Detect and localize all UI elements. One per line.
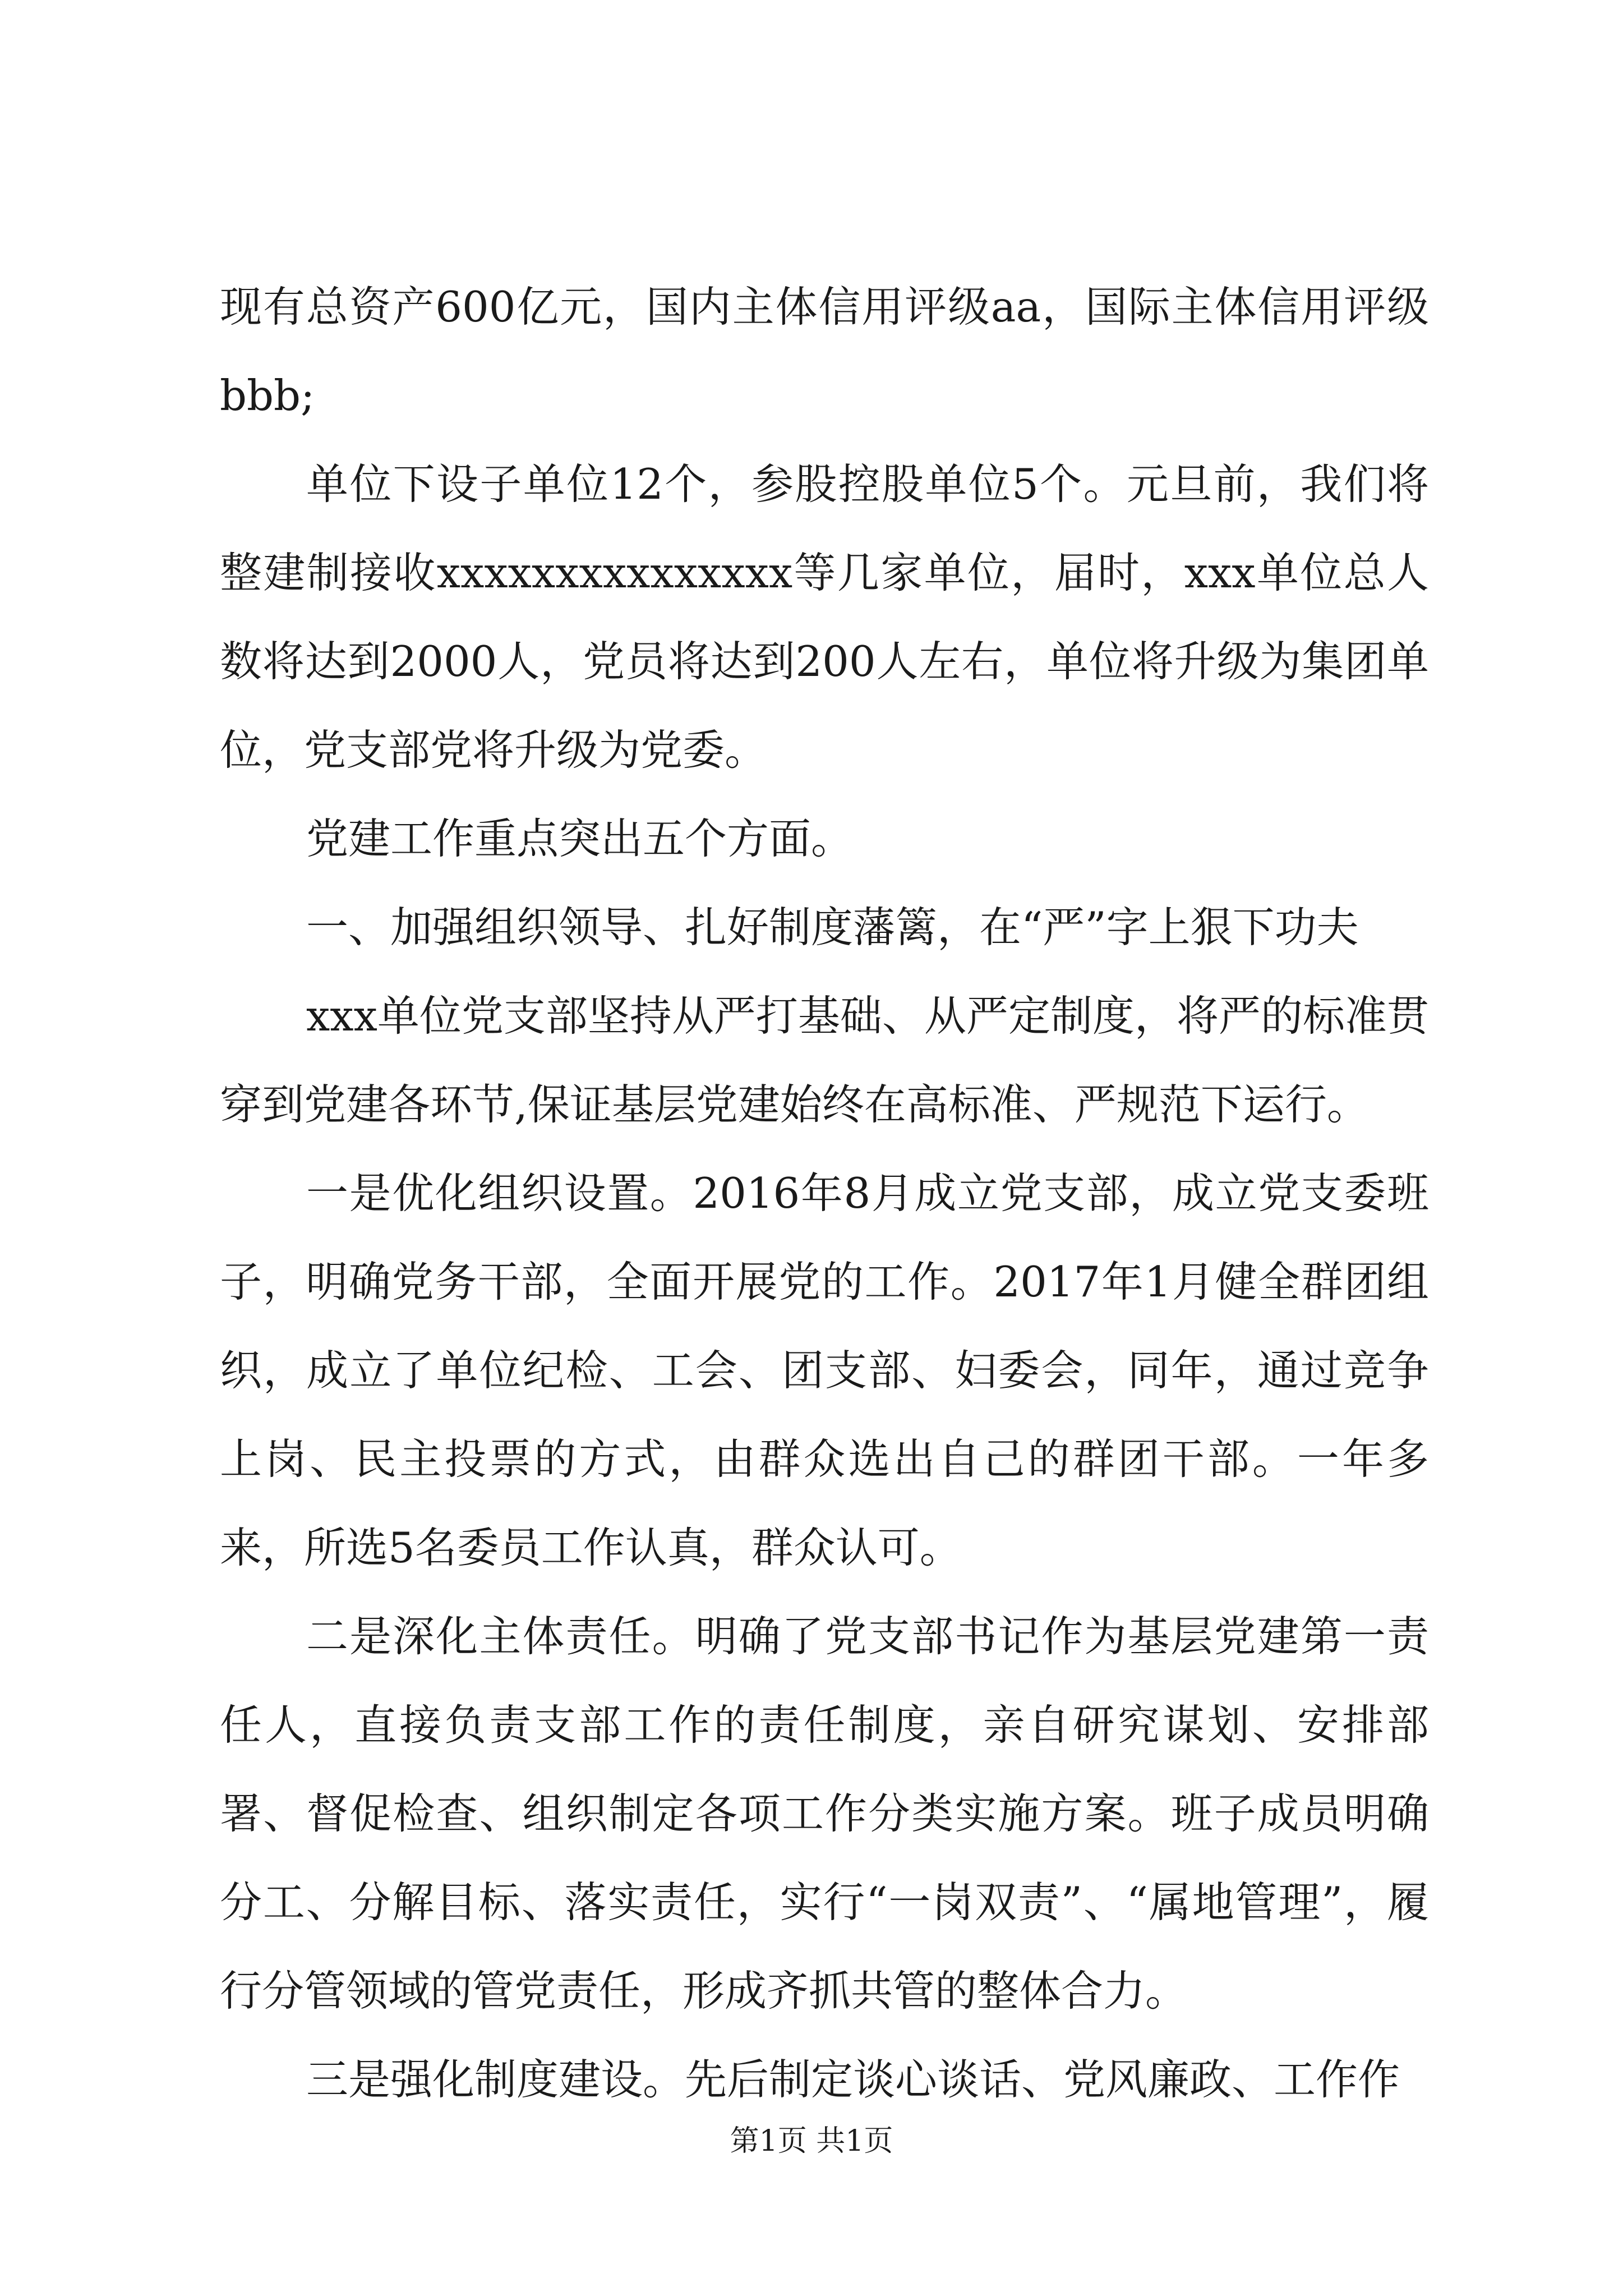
paragraph-organization-setup: 一是优化组织设置。2016年8月成立党支部，成立党支委班子，明确党务干部，全面开展党的工作。2017年1月健全群团组织，成立了单位纪检、工会、团支部、妇委会，同年，通过竞争上岗、民主投票的方式，由群众选出自己的群团干部。一年多来，所选5名委员工作认真，群众认可。 <box>220 1168 1429 1572</box>
page-number-footer: 第1页 共1页 <box>730 2124 893 2158</box>
paragraph-focus-intro: 党建工作重点突出五个方面。 <box>306 814 854 863</box>
paragraph-system-building: 三是强化制度建设。先后制定谈心谈话、党风廉政、工作作 <box>306 2055 1400 2104</box>
paragraph-assets: 现有总资产600亿元，国内主体信用评级aa，国际主体信用评级bbb; <box>220 282 1429 420</box>
paragraph-responsibility: 二是深化主体责任。明确了党支部书记作为基层党建第一责任人，直接负责支部工作的责任制度，亲自研究谋划、安排部署、督促检查、组织制定各项工作分类实施方案。班子成员明确分工、分解目标、落实责任，实行“一岗双责”、“属地管理”，履行分管领域的管党责任，形成齐抓共管的整体合力。 <box>220 1612 1429 2016</box>
paragraph-subsidiaries: 单位下设子单位12个，参股控股单位5个。元旦前，我们将整建制接收xxxxxxxxxxxxxxx等几家单位，届时，xxx单位总人数将达到2000人，党员将达到200人左右，单位将升级为集团单位，党支部党将升级为党委。 <box>220 459 1429 775</box>
document-body <box>220 263 1429 2124</box>
paragraph-strict-standards: xxx单位党支部坚持从严打基础、从严定制度，将严的标准贯穿到党建各环节,保证基层党建始终在高标准、严规范下运行。 <box>220 991 1429 1129</box>
section-heading-one: 一、加强组织领导、扎好制度藩篱，在“严”字上狠下功夫 <box>306 903 1359 952</box>
